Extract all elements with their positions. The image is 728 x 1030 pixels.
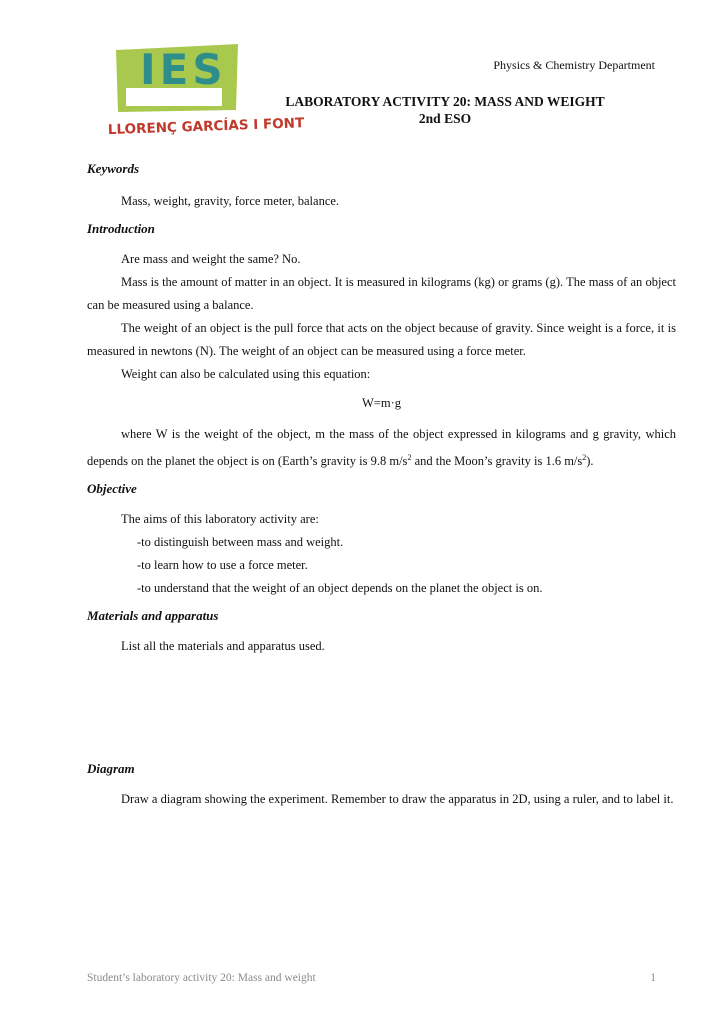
svg-text:LLORENÇ GARCÍAS I FONT: LLORENÇ GARCÍAS I FONT — [107, 115, 305, 139]
intro-p5-start: where W is the weight of the object, m the mass of the object expressed in kilograms and g gravity, which depends on the planet the object is on (Earth’s gravity is 9.8 m/s — [87, 427, 676, 469]
svg-text:IES: IES — [140, 45, 227, 94]
objective-intro: The aims of this laboratory activity are: — [121, 512, 319, 527]
intro-paragraph-1: Are mass and weight the same? No. — [121, 252, 301, 266]
objective-heading: Objective — [87, 481, 137, 497]
keywords-text: Mass, weight, gravity, force meter, balance. — [121, 194, 340, 208]
diagram-heading: Diagram — [87, 761, 135, 777]
intro-paragraph-5 — [87, 423, 676, 473]
materials-text: List all the materials and apparatus used. — [121, 639, 325, 654]
objective-item: -to understand that the weight of an object depends on the planet the object is on. — [137, 581, 543, 596]
document-body — [87, 161, 676, 811]
weight-equation: W=m·g — [362, 396, 401, 410]
intro-paragraph-4: Weight can also be calculated using this equation: — [121, 367, 371, 381]
title-line-2: 2nd ESO — [418, 111, 472, 126]
materials-heading: Materials and apparatus — [87, 608, 219, 624]
page-number: 1 — [650, 972, 656, 984]
intro-paragraph-3: The weight of an object is the pull force that acts on the object because of gravity. Since weight is a force, it is measured in newtons (N). The weight of an object can be measured using a force meter. — [87, 321, 676, 358]
introduction-heading: Introduction — [87, 221, 155, 236]
superscript-2: 2 — [582, 453, 587, 462]
objective-item: -to learn how to use a force meter. — [137, 558, 308, 573]
department-name: Physics & Chemistry Department — [493, 58, 655, 72]
footer-title: Student’s laboratory activity 20: Mass and weight — [87, 972, 316, 984]
title-line-1: LABORATORY ACTIVITY 20: MASS AND WEIGHT — [285, 94, 605, 109]
document-title — [262, 93, 628, 127]
intro-p5-end: ). — [586, 454, 594, 469]
superscript-2: 2 — [407, 453, 412, 462]
keywords-heading: Keywords — [87, 161, 139, 176]
intro-p5-mid: and the Moon’s gravity is 1.6 m/s — [411, 454, 583, 469]
objective-item: -to distinguish between mass and weight. — [137, 535, 344, 550]
school-logo — [88, 40, 305, 140]
ies-logo-icon — [88, 40, 305, 140]
intro-paragraph-2: Mass is the amount of matter in an object. It is measured in kilograms (kg) or grams (g). The mass of an object can be measured using a balance. — [87, 275, 676, 312]
diagram-text: Draw a diagram showing the experiment. Remember to draw the apparatus in 2D, using a ruler, and to label it. — [121, 792, 674, 807]
